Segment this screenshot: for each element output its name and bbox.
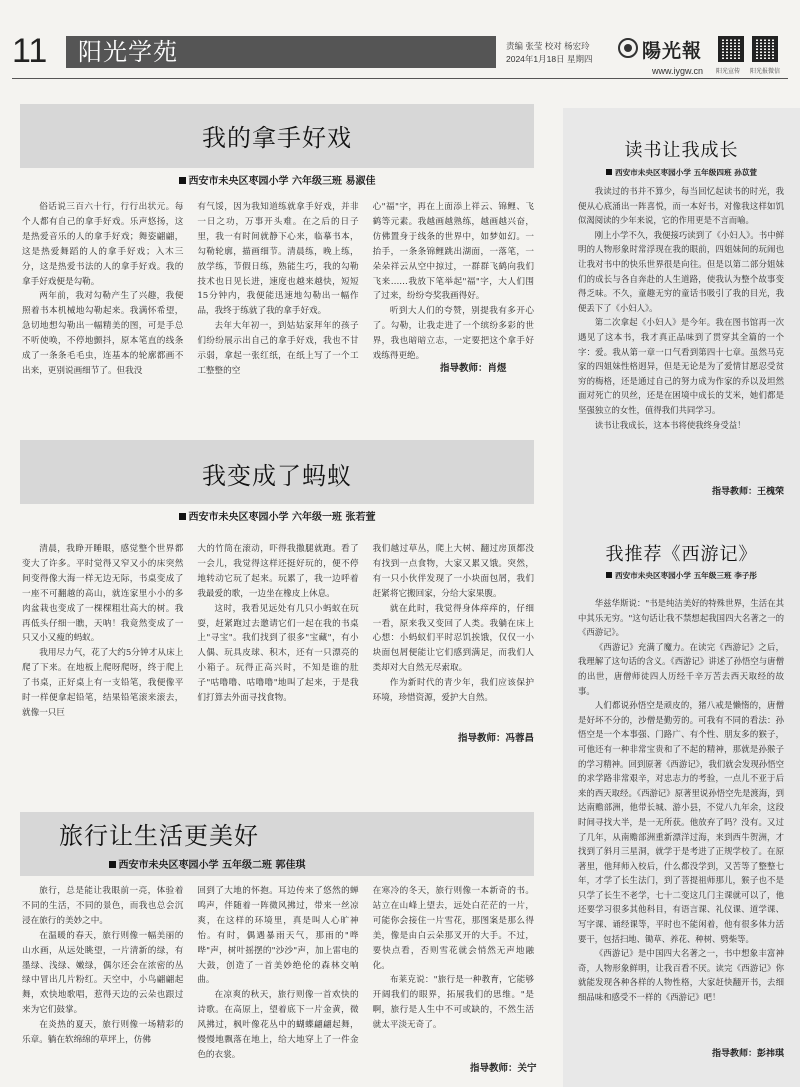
article-body bbox=[22, 542, 534, 732]
editors: 责编 张莹 校对 杨宏玲 bbox=[506, 41, 590, 51]
teacher-credit: 指导教师：王槐荣 bbox=[711, 487, 784, 497]
paragraph: 我们越过草丛，爬上大树、翻过房顶都没有找到一点食物，大家又累又饿。突然，有一只小伙伴发现了一小块面包屑，我们赶紧将它搬回家，分给大家果腹。 bbox=[372, 544, 534, 599]
qr2-caption: 阳光报微信 bbox=[750, 69, 781, 75]
article-column bbox=[197, 884, 358, 1059]
qr-code-icon bbox=[718, 36, 744, 62]
paragraph: 清晨，我睁开睡眼，感觉整个世界都变大了许多。平时觉得又窄又小的床突然间变得像大海一样无边无际，书桌变成了一座不可翻越的高山，就连家里小小的多肉盆栽也变成了一棵棵粗壮高大的树。我再低头仔细一瞧，天呐！我竟然变成了一只又小又瘦的蚂蚁。 bbox=[22, 544, 184, 644]
paragraph: 华兹华斯说："书是纯洁美好的特殊世界，生活在其中其乐无穷。"这句话让我不禁想起我国四大名著之一的《西游记》。 bbox=[578, 598, 784, 638]
header-rule bbox=[12, 78, 788, 79]
paragraph: 就在此时，我觉得身体痒痒的，仔细一看，原来我又变回了人类。我躺在床上心想：小蚂蚁们平时忍饥挨饿，仅仅一小块面包屑便能让它们感到满足，而我们人类却对大自然无尽索取。 bbox=[372, 603, 534, 674]
sidebar-body bbox=[578, 184, 784, 482]
section-title: 阳光学苑 bbox=[66, 36, 496, 68]
paragraph: 我读过的书并不算少，每当回忆起读书的时光，我便从心底涌出一阵喜悦，而一本好书，对像我这样如饥似渴阅读的少年来说，它的作用更是不言而喻。 bbox=[578, 186, 784, 226]
paragraph: 两年前，我对勾勒产生了兴趣，我便照着书本机械地勾勒起来。我满怀希望，急切地想勾勒出一幅精美的图，可是手总不听使唤，不停地颤抖，原本笔直的线条成了一条条毛毛虫，连基本的轮廓都画不出来，更别说画细节了。但我没 bbox=[22, 291, 184, 376]
paragraph: 大的竹筒在滚动，吓得我撒腿就跑。看了一会儿，我觉得这样还挺好玩的，便不停地转动它玩了起来。玩累了，我一边呼着我最爱的歌，一边坐在橡皮上休息。 bbox=[197, 544, 359, 599]
sun-logo-icon bbox=[618, 38, 638, 58]
paragraph: 布莱克说："旅行是一种教育，它能够开阔我们的眼界，拓展我们的思维。"是啊，旅行是人生中不可或缺的，不然生活就太平淡无奇了。 bbox=[372, 975, 534, 1031]
paragraph: 第二次拿起《小妇人》是今年。我在图书馆再一次遇见了这本书，我才真正品味到了贯穿其全篇的一个字：爱。我从第一章一口气看到第四十七章。虽然马克家的四姐妹性格迥异，但是无论是为了爱情甘愿忍受贫穷的梅格，还是通过自己的努力成为作家的乔以及坦然面对死亡的贝丝，还是在困境中成长的艾米，她们都是坚强独立的女性，值得我们共同学习。 bbox=[578, 317, 784, 415]
paragraph: 作为新时代的青少年，我们应该保护环境，珍惜资源，爱护大自然。 bbox=[372, 678, 534, 704]
byline-text: 西安市未央区枣园小学 六年级三班 易淑佳 bbox=[188, 176, 376, 187]
paragraph: 听到大人们的夸赞，别提我有多开心了。勾勒，让我走进了一个缤纷多彩的世界，我也暗暗立志，一定要把这个拿手好戏练得更绝。 bbox=[372, 306, 534, 362]
paragraph: 读书让我成长，这本书将使我终身受益！ bbox=[594, 419, 746, 430]
bullet-icon bbox=[606, 169, 612, 175]
paragraph: 人们都说孙悟空是顽皮的，猪八戒是懒惰的，唐僧是好坏不分的，沙僧是勤劳的。可我有不同的看法：孙悟空是一个本事强、门路广、有个性、朋友多的猴子，可他还有一种非常宝贵和了不起的精神，那就是孙猴子的学习精神。回到原著《西游记》，我们就会发现孙悟空的求学路非常艰辛，对忠志力的考验，一点儿不亚于后来的西天取经。《西游记》原著里说孙悟空先是渡海，到达南赡部洲，他带长城、游小县，不觉八九年余，这段时间寻找大半，是一无所获。他放弃了吗？没有。又过了几年，从南赡部洲重新漂洋过海，来到西牛贺洲，才找到了斜月三星洞，就学于是考进了正规学校了。在原著里，他拜师入校后，什么都没学到，又苦等了整整七年，才学了长生法门，到了菩提祖师那儿，猴子也不是只学了长生不老学，七十二变这几门主课就可以了，他还要学习很多其他科目，有语言课、礼仪课、道学课、写字课、诵经课等，平时也不能闲着，他有很多体力活要干，包括扫地、锄草、养花、种树、劈柴等。 bbox=[578, 700, 784, 944]
article-column bbox=[22, 884, 183, 1059]
byline-text: 西安市未央区枣园小学 五年级四班 孙苡萱 bbox=[615, 168, 757, 177]
byline-text: 西安市未央区枣园小学 五年级三班 李子彤 bbox=[615, 571, 757, 580]
article-title: 旅行让生活更美好 bbox=[59, 822, 259, 850]
article-byline bbox=[20, 172, 534, 187]
paragraph: 去年大年初一，到姑姑家拜年的孩子们纷纷展示出自己的拿手好戏，我也不甘示弱，拿起一张红纸，在纸上写了一个工工整整的空 bbox=[197, 321, 359, 376]
byline-text: 西安市未央区枣园小学 六年级一班 张若萱 bbox=[188, 512, 376, 523]
article-byline bbox=[20, 508, 534, 523]
header-meta bbox=[506, 40, 592, 66]
logo-text: 陽光報 bbox=[642, 40, 703, 62]
paragraph: 这时，我看见远处有几只小蚂蚁在玩耍，赶紧跑过去邀请它们一起在我的书桌上"寻宝"。我们找到了很多"宝藏"，有小人偶、玩具皮球、积木，还有一只漂亮的小箱子。玩得正高兴时，不知是谁的肚子"咕噜噜、咕噜噜"地叫了起来，于是我们打算去外面寻找食物。 bbox=[197, 603, 359, 704]
qr1-caption: 阳光宣传 bbox=[716, 69, 741, 75]
article-column bbox=[197, 200, 359, 376]
sidebar-title: 我推荐《西游记》 bbox=[605, 544, 758, 565]
article-body bbox=[22, 884, 534, 1059]
paragraph: 在寒冷的冬天，旅行则像一本新奇的书。站立在山峰上望去，远处白茫茫的一片，可能你会接住一片雪花，那图案是那么得美，像是由白云朵那叉开的大手。不过，要快点看，否则雪花就会悄然无声地融化。 bbox=[372, 886, 534, 971]
article-column bbox=[373, 200, 534, 365]
article-column bbox=[197, 542, 358, 732]
paragraph: 心"福"字，再在上面添上祥云、锦鲤、飞鹤等元素。我越画越熟练，越画越兴奋，仿佛置身于线条的世界中，如梦如幻。一抬手，一条条锦鲤跳出湖面，一落笔，一朵朵祥云从空中掠过，一群群飞鹤向我们飞来……我放下笔举起"福"字，大人们围了过来，纷纷夸奖我画得好。 bbox=[372, 202, 534, 302]
article-title: 我的拿手好戏 bbox=[202, 124, 352, 152]
article-column bbox=[373, 542, 534, 732]
qr-code-icon bbox=[752, 36, 778, 62]
paragraph: 回到了大地的怀抱。耳边传来了悠然的蝉鸣声，伴随着一阵微风拂过，带来一丝凉爽，在这样的环境里，真是叫人心旷神怡。有时，偶遇暴雨天气，那雨的"哗哗"声，树叶摇摆的"沙沙"声，加上雷电的大鼓，创造了一首美妙绝伦的森林交响曲。 bbox=[197, 886, 359, 986]
sidebar-body bbox=[578, 596, 784, 1044]
article-byline bbox=[0, 856, 464, 871]
paragraph: 《西游记》是中国四大名著之一，书中想象丰富神奇，人物形象鲜明，让我百看不厌。读完《西游记》你就能发现各种各样的人物性格，大家赶快翻开书，去细细品味和感受不一样的《西游记》吧！ bbox=[578, 948, 784, 1003]
paragraph: 《西游记》充满了魔力。在读完《西游记》之后，我理解了这句话的含义。《西游记》讲述了孙悟空与唐僧的出世，唐僧师徒四人历经千辛万苦去西天取经的故事。 bbox=[578, 641, 784, 696]
article-column bbox=[22, 542, 183, 732]
paragraph: 在炎热的夏天，旅行则像一场精彩的乐章。躺在软绵绵的草坪上，仿佛 bbox=[22, 1020, 184, 1046]
sidebar-byline bbox=[563, 167, 800, 178]
page-number: 11 bbox=[12, 32, 48, 70]
issue-date: 2024年1月18日 星期四 bbox=[506, 54, 593, 64]
bullet-icon bbox=[606, 572, 612, 578]
article-title: 我变成了蚂蚁 bbox=[202, 462, 352, 490]
bullet-icon bbox=[109, 861, 116, 868]
article-column bbox=[22, 200, 184, 376]
sidebar-title: 读书让我成长 bbox=[624, 140, 739, 161]
paragraph: 刚上小学不久，我便接巧读到了《小妇人》。书中鲜明的人物形象时常浮现在我的眼前，四姐妹间的玩闹也让我对书中的快乐世界很是向往。但是以第二部分姐妹们的成长与各自奔赴的人生道路，使我认为整个故事变得乏味。不久，童趣无穷的童话书吸引了我的目光，我便丢下了《小妇人》。 bbox=[578, 229, 784, 313]
teacher-credit: 指导教师：彭祎琪 bbox=[711, 1049, 784, 1059]
article-column bbox=[373, 884, 534, 1059]
paragraph: 我用尽力气，花了大约5分钟才从床上爬了下来。在地板上爬呀爬呀，终于爬上了书桌，正好桌上有一支铅笔，我便像平时一样便拿起铅笔，结果铅笔滚来滚去，就像一只巨 bbox=[22, 648, 184, 718]
bullet-icon bbox=[179, 177, 186, 184]
paragraph: 旅行，总是能让我眼前一亮，体验着不同的生活，不同的景色，而我也总会沉浸在旅行的美妙之中。 bbox=[22, 886, 184, 926]
bullet-icon bbox=[179, 513, 186, 520]
teacher-credit: 指导教师：关宁 bbox=[470, 1063, 537, 1074]
article-became-ant bbox=[20, 440, 534, 540]
teacher-credit: 指导教师：肖煜 bbox=[440, 363, 507, 374]
paragraph: 在温暖的春天，旅行则像一幅美丽的山水画，从远处眺望，一片清新的绿，有墨绿、浅绿、嫩绿，偶尔还会在浓密的丛绿中冒出几片粉红。天空中，小鸟翩翩起舞，欢快地歌唱，惹得天边的云朵也跟过来为它们鼓掌。 bbox=[22, 930, 184, 1016]
paragraph: 有气馁，因为我知道练就拿手好戏，并非一日之功，万事开头难。在之后的日子里，我一有时间就静下心来，临摹书本，勾勒轮廓，描画细节。清晨练，晚上练，放学练，节假日练，熟能生巧，我的勾勒技术也日见长进，速度也越来越快，短短15分钟内，我便能迅速地勾勒出一幅作品，我终于练就了我的拿手好戏。 bbox=[197, 202, 359, 317]
site-url[interactable]: www.iygw.cn bbox=[652, 66, 704, 76]
paragraph: 在凉爽的秋天，旅行则像一首欢快的诗歌。在高原上，望着底下一片金黄，微风拂过，枫叶像花丛中的蝴蝶翩翩起舞，慢慢地飘落在地上，给大地穿上了一件金色的衣裳。 bbox=[197, 990, 359, 1060]
byline-text: 西安市未央区枣园小学 五年级二班 郭佳琪 bbox=[118, 860, 306, 871]
paragraph: 俗话说三百六十行，行行出状元。每个人都有自己的拿手好戏。乐声悠扬，这是热爱音乐的人的拿手好戏；舞姿翩翩，这是热爱舞蹈的人的拿手好戏；入木三分，这是热爱书法的人的拿手好戏。我的拿手好戏便是勾勒。 bbox=[22, 202, 184, 287]
sidebar-byline bbox=[563, 570, 800, 581]
newspaper-logo bbox=[618, 36, 718, 62]
teacher-credit: 指导教师：冯蓉昌 bbox=[458, 733, 535, 744]
page-header bbox=[0, 0, 800, 76]
